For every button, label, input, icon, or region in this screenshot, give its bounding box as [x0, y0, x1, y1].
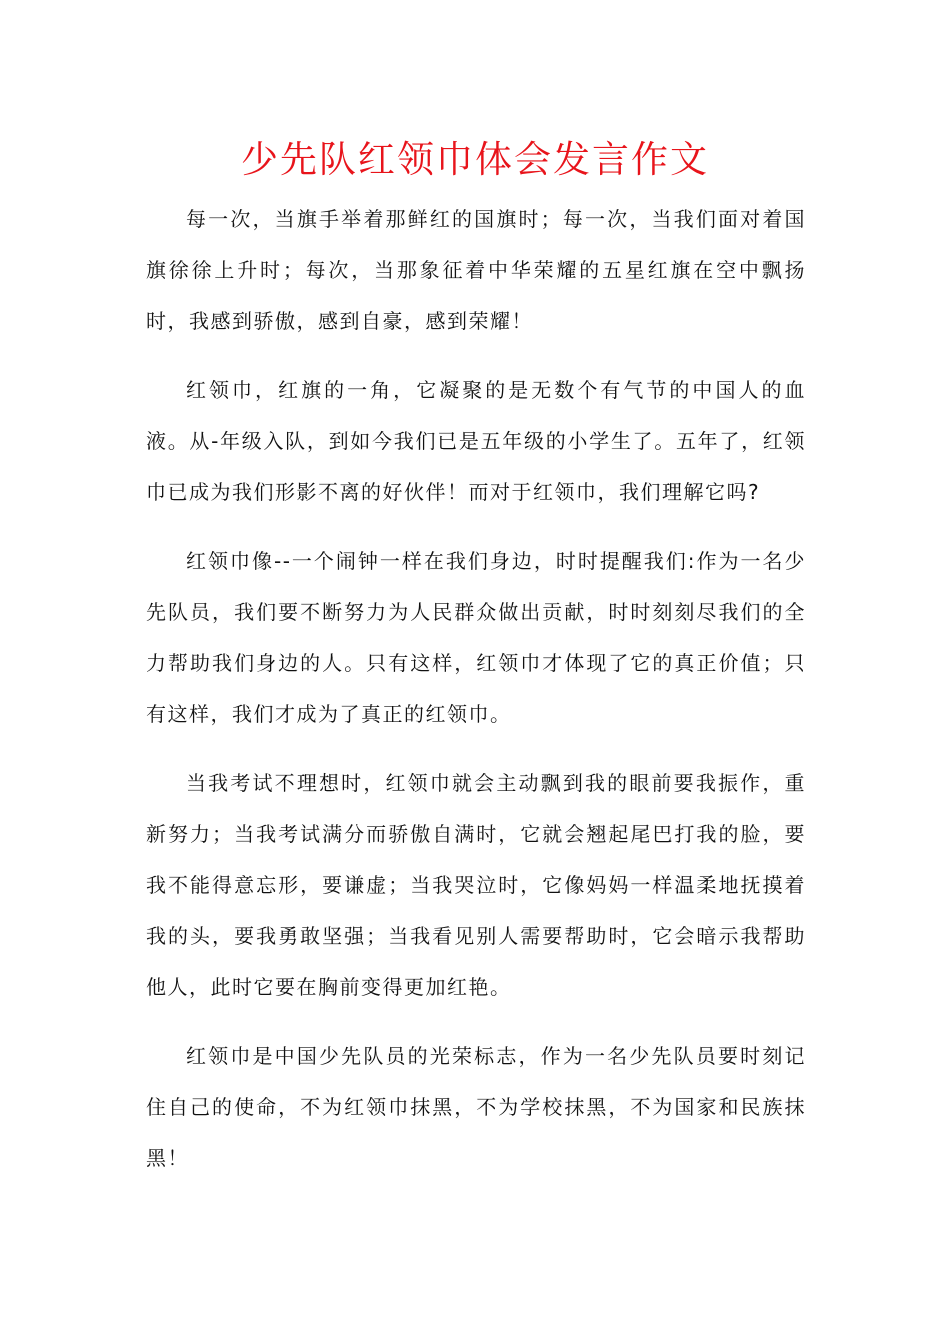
- paragraph-5: 红领巾是中国少先队员的光荣标志，作为一名少先队员要时刻记住自己的使命，不为红领巾抹黑，不为学校抹黑，不为国家和民族抹黑！: [146, 1044, 806, 1170]
- paragraph-3: 红领巾像--一个闹钟一样在我们身边，时时提醒我们:作为一名少先队员，我们要不断努力为人民群众做出贡献，时时刻刻尽我们的全力帮助我们身边的人。只有这样，红领巾才体现了它的真正价值；只有这样，我们才成为了真正的红领巾。: [146, 549, 806, 726]
- paragraph-4: 当我考试不理想时，红领巾就会主动飘到我的眼前要我振作，重新努力；当我考试满分而骄傲自满时，它就会翘起尾巴打我的脸，要我不能得意忘形，要谦虚；当我哭泣时，它像妈妈一样温柔地抚摸着我的头，要我勇敢坚强；当我看见别人需要帮助时，它会暗示我帮助他人，此时它要在胸前变得更加红艳。: [146, 771, 806, 999]
- document-body: [146, 194, 806, 1202]
- paragraph-2: 红领巾，红旗的一角，它凝聚的是无数个有气节的中国人的血液。从-年级入队，到如今我们已是五年级的小学生了。五年了，红领巾已成为我们形影不离的好伙伴！而对于红领巾，我们理解它吗?: [146, 378, 806, 504]
- paragraph-1: 每一次，当旗手举着那鲜红的国旗时；每一次，当我们面对着国旗徐徐上升时；每次，当那象征着中华荣耀的五星红旗在空中飘扬时，我感到骄傲，感到自豪，感到荣耀！: [146, 207, 806, 333]
- document-title: 少先队红领巾体会发言作文: [241, 138, 709, 181]
